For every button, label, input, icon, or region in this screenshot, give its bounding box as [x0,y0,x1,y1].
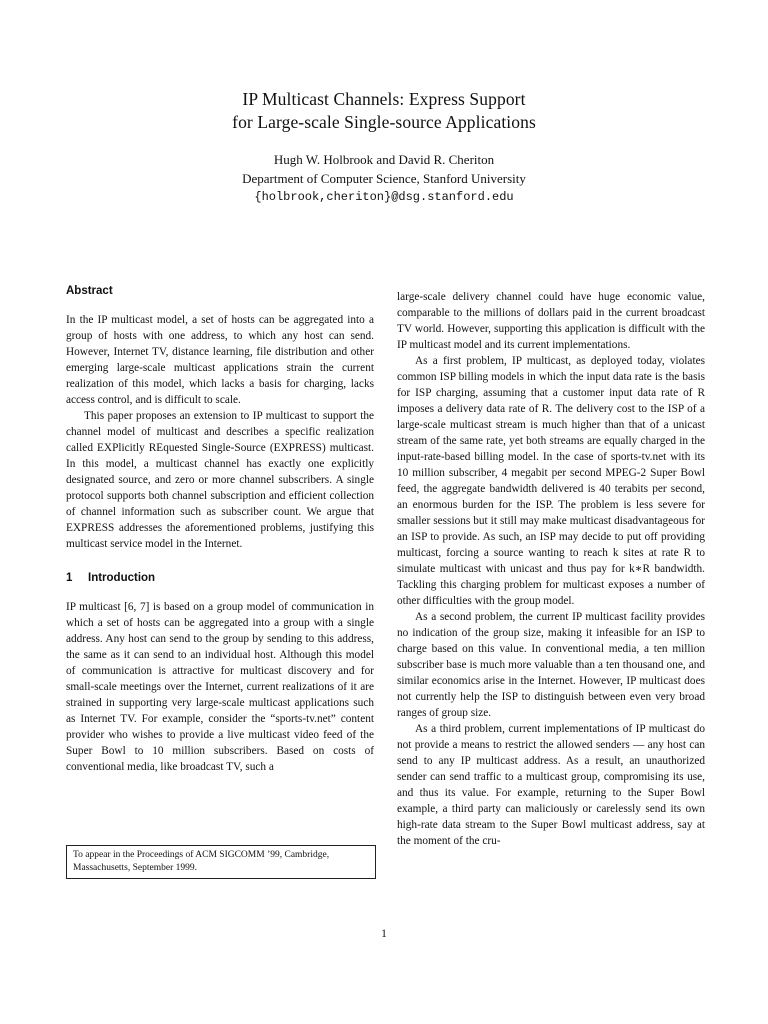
paper-header [0,88,768,207]
abstract-paragraph-2: This paper proposes an extension to IP multicast to support the channel model of multicast and describes a specific realization called EXPlicitly REquested Single-Source (EXPRESS) multicast. In this model, a multicast channel has exactly one explicitly designated source, and zero or more channel subscribers. A single protocol supports both channel subscription and efficient collection of channel information such as subscriber count. We argue that EXPRESS addresses the aforementioned problems, justifying this multicast service model in the Internet. [66,410,374,550]
affiliation: Department of Computer Science, Stanford University [242,171,526,186]
body-paragraph-4: As a third problem, current implementations of IP multicast do not provide a means to restrict the allowed senders — any host can send to any IP multicast address. As a result, an unauthorized sender can send traffic to a multicast group, compromising its use, and thus its value. For example, returning to the Super Bowl example, a third party can maliciously or carelessly send its own high-rate data stream to the Super Bowl multicast address, say at the moment of the cru- [397,723,705,847]
introduction-paragraph-1: IP multicast [6, 7] is based on a group model of communication in which a set of hosts can be aggregated into a group with a single address. Any host can send to the group by sending to this address, the same as it can send to an individual host. Although this model of communication is attractive for multicast discovery and for small-scale meetings over the Internet, current realizations of it are strained in supporting very large-scale multicast applications such as Internet TV. For example, consider the “sports-tv.net” content provider who wishes to provide a live multicast video feed of the Super Bowl to 10 million subscribers. Based on costs of conventional media, like broadcast TV, such a [66,601,374,773]
abstract-heading: Abstract [66,285,113,297]
author-block [0,150,768,207]
paper-title-line-1: IP Multicast Channels: Express Support [242,89,526,109]
section-title: Introduction [88,572,156,584]
body-paragraph-1: large-scale delivery channel could have huge economic value, comparable to the millions of dollars paid in the current broadcast TV world. However, supporting this application is difficult with the IP multicast model and its current implementations. [397,291,705,351]
paper-title-line-2: for Large-scale Single-source Applications [232,112,536,132]
publication-footnote: To appear in the Proceedings of ACM SIGCOMM ’99, Cambridge, Massachusetts, September 1999. [66,845,376,879]
authors: Hugh W. Holbrook and David R. Cheriton [273,152,495,167]
introduction-heading [66,570,374,586]
section-number: 1 [66,572,73,584]
right-column [397,289,705,849]
left-column [66,283,374,775]
email: {holbrook,cheriton}@dsg.stanford.edu [254,190,514,204]
body-paragraph-3: As a second problem, the current IP multicast facility provides no indication of the group size, making it infeasible for an ISP to charge based on this value. In conventional media, a ten million subscriber base is much more valuable than a ten thousand one, and similar economics arise in the Internet. However, IP multicast does not currently help the ISP to distinguish between even very broad ranges of group size. [397,611,705,719]
page-number: 1 [381,928,387,940]
body-paragraph-2: As a first problem, IP multicast, as deployed today, violates common ISP billing models in which the input data rate is the basis for ISP charging, assuming that a customer input data rate of R imposes a delivery data rate of R. The delivery cost to the ISP of a large-scale multicast stream is much higher than that of a unicast stream of the same rate, yet both streams are equally charged in the input-rate-based billing model. In the case of sports-tv.net with its 10 million subscriber, 4 megabit per second MPEG-2 Super Bowl feed, the aggregate bandwidth delivered is 40 terabits per second, an enormous burden for the ISP. The problem is less severe for smaller sessions but it still may make multicast disadvantageous for an ISP to provide. As such, an ISP may decide to put off providing multicast, forcing a source wanting to reach k sites at rate R to simulate multicast with unicast and thus pay for k∗R bandwidth. Tackling this charging problem for multicast exposes a number of other difficulties with the group model. [397,355,705,607]
abstract-paragraph-1: In the IP multicast model, a set of hosts can be aggregated into a group of hosts with one address, to which any host can send. However, Internet TV, distance learning, file distribution and other emerging large-scale multicast applications strain the current realization of this model, which lacks a basis for charging, lacks access control, and is difficult to scale. [66,314,374,406]
